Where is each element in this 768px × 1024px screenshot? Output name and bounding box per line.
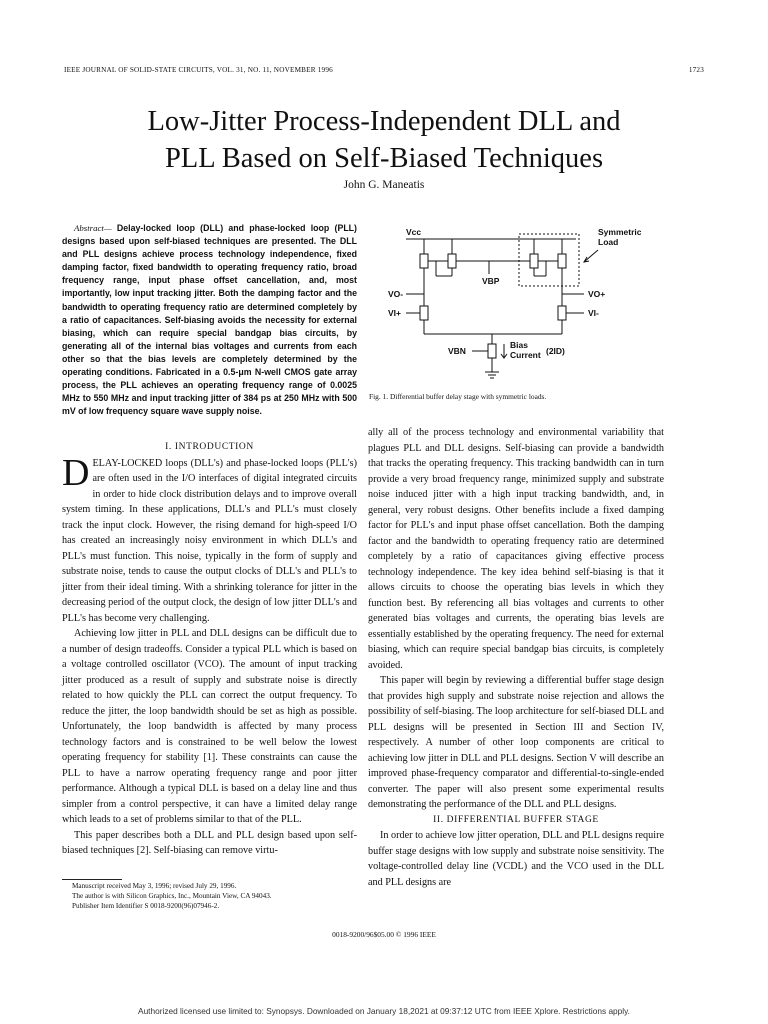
label-symmetric: Symmetric [598, 227, 642, 237]
page-number: 1723 [688, 66, 704, 74]
right-paragraph-1: ally all of the process technology and environmental variability that plagues PLL and DLL designs. Self-biasing can provide a bandwidth that tracks the operating frequency. This tracking bandwidth can in turn provide a very broad frequency range, minimized supply and substrate noise induced jitter with a high input tracking bandwidth, and, in general, very robust designs. Other benefits include a fixed damping factor for PLL's and input phase offset cancellation. Both the damping factor and the bandwidth to operating frequency ratio are determined completely by a ratio of capacitances giving effective process technology independence. The key idea behind self-biasing is that it allows circuits to choose the operating bias levels in which they function best. By referencing all bias voltages and currents to other generated bias voltages and currents, the operating bias levels are essentially established by the operating frequency. The need for external biasing, which can require special bandgap bias circuits, is completely avoided. [368, 427, 664, 671]
label-vi-plus: VI+ [388, 308, 401, 318]
intro-paragraph-1-text: ELAY-LOCKED loops (DLL's) and phase-locked loops (PLL's) are often used in the I/O interfaces of digital integrated circuits in order to hide clock distribution delays and to improve overall system timing. In these applications, DLL's and PLL's must closely track the input clock. However, the rising demand for high-speed I/O has created an increasingly noisy environment in which DLL's and PLL's must function. This noise, typically in the form of supply and substrate noise, tends to cause the output clocks of DLL's and PLL's to jitter from their ideal timing. With a shrinking tolerance for jitter in the decreasing period of the output clock, the design of low jitter DLL's and PLL's has become very challenging. [62, 457, 357, 624]
drop-cap: D [62, 451, 90, 494]
label-vo-plus: VO+ [588, 289, 606, 299]
label-vi-minus: VI- [588, 308, 599, 318]
label-current: Current [510, 350, 541, 360]
section-heading-differential-buffer: II. DIFFERENTIAL BUFFER STAGE [433, 814, 599, 825]
paper-title [40, 103, 728, 177]
title-line-1: Low-Jitter Process-Independent DLL and [147, 106, 621, 137]
author: John G. Maneatis [343, 179, 425, 191]
footnotes [62, 882, 357, 911]
right-paragraph-2: This paper will begin by reviewing a differential buffer stage design that provides high supply and substrate noise rejection and allows the possibility of self-biasing. The loop architecture for self-biased DLL and PLL designs will be presented in Section III and Section IV, respectively. A number of other loop components are critical to achieving low jitter in DLL and PLL designs. Section V will describe an improved phase-frequency comparator and differential-to-single-ended converter. The paper will also present some experimental results demonstrating the performance of the DLL and PLL designs. [368, 675, 664, 810]
label-vbp: VBP [482, 276, 500, 286]
intro-paragraph-3: This paper describes both a DLL and PLL design based upon self-biased techniques [2]. Self-biasing can remove virtu- [62, 829, 357, 857]
running-head [64, 66, 704, 74]
footnote-identifier: Publisher Item Identifier S 0018-9200(96)07946-2. [72, 901, 220, 910]
left-column [62, 222, 357, 859]
title-line-2: PLL Based on Self-Biased Techniques [164, 143, 604, 174]
figure-caption: Fig. 1. Differential buffer delay stage with symmetric loads. [369, 392, 547, 401]
section-heading-introduction: I. INTRODUCTION [165, 442, 254, 453]
intro-paragraph-1 [62, 451, 357, 627]
right-column [368, 425, 664, 890]
label-bias: Bias [510, 340, 528, 350]
abstract-text: Delay-locked loop (DLL) and phase-locked loop (PLL) designs based upon self-biased techniques are presented. The DLL and PLL designs achieve process technology independence, fixed damping factor, fixed bandwidth to operating frequency ratio, broad frequency range, input phase offset cancellation, and, most importantly, low input tracking jitter. Both the damping factor and the bandwidth to operating frequency ratio are determined completely by a ratio of capacitances. Self-biasing avoids the necessity for external biasing, which can require special bandgap bias circuits, by generating all of the internal bias voltages and currents from each other so that the bias levels are completely determined by the operating conditions. Fabricated in a 0.5-μm N-well CMOS gate array process, the PLL achieves an operating frequency range of 0.0025 MHz to 550 MHz and input tracking jitter of 384 ps at 250 MHz with 500 mV of low frequency square wave supply noise. [62, 223, 357, 417]
journal-name: IEEE JOURNAL OF SOLID-STATE CIRCUITS, VOL. 31, NO. 11, NOVEMBER 1996 [64, 66, 333, 74]
abstract-label: Abstract— [74, 223, 112, 233]
label-vo-minus: VO- [388, 289, 404, 299]
label-vbn: VBN [448, 346, 466, 356]
authorization-note: Authorized licensed use limited to: Synopsys. Downloaded on January 18,2021 at 09:37:12 UTC from IEEE Xplore. Restrictions apply. [138, 1006, 630, 1016]
label-load: Load [598, 237, 619, 247]
footnote-affiliation: The author is with Silicon Graphics, Inc., Mountain View, CA 94043. [72, 891, 272, 900]
right-paragraph-3: In order to achieve low jitter operation, DLL and PLL designs require buffer stage designs with low supply and substrate noise sensitivity. The voltage-controlled delay line (VCDL) and the VCO used in the DLL and PLL designs are [368, 830, 664, 888]
figure-1-circuit-diagram [384, 224, 674, 384]
label-vcc: Vcc [406, 227, 422, 237]
footnote-received: Manuscript received May 3, 1996; revised July 29, 1996. [72, 882, 237, 890]
label-current-value: (2ID) [546, 346, 565, 356]
footnote-divider [62, 879, 122, 880]
intro-paragraph-2: Achieving low jitter in PLL and DLL designs can be difficult due to a number of design tradeoffs. Consider a typical PLL which is based on a voltage controlled oscillator (VCO). The amount of input tracking jitter produced as a result of supply and substrate noise is directly related to how quickly the PLL can correct the output frequency. To reduce the jitter, the loop bandwidth should be set as high as possible. Unfortunately, the loop bandwidth is affected by many process technology factors and is constrained to be well below the lowest operating frequency for stability [1]. These constraints can cause the PLL to have a narrow operating frequency range and poor jitter performance. Although a typical DLL is based on a delay line and thus simpler from a control perspective, it can have a limited delay range which leads to a set of problems similar to that of the PLL. [62, 628, 357, 826]
copyright-code: 0018-9200/96$05.00 © 1996 IEEE [332, 930, 436, 939]
abstract [62, 222, 357, 418]
